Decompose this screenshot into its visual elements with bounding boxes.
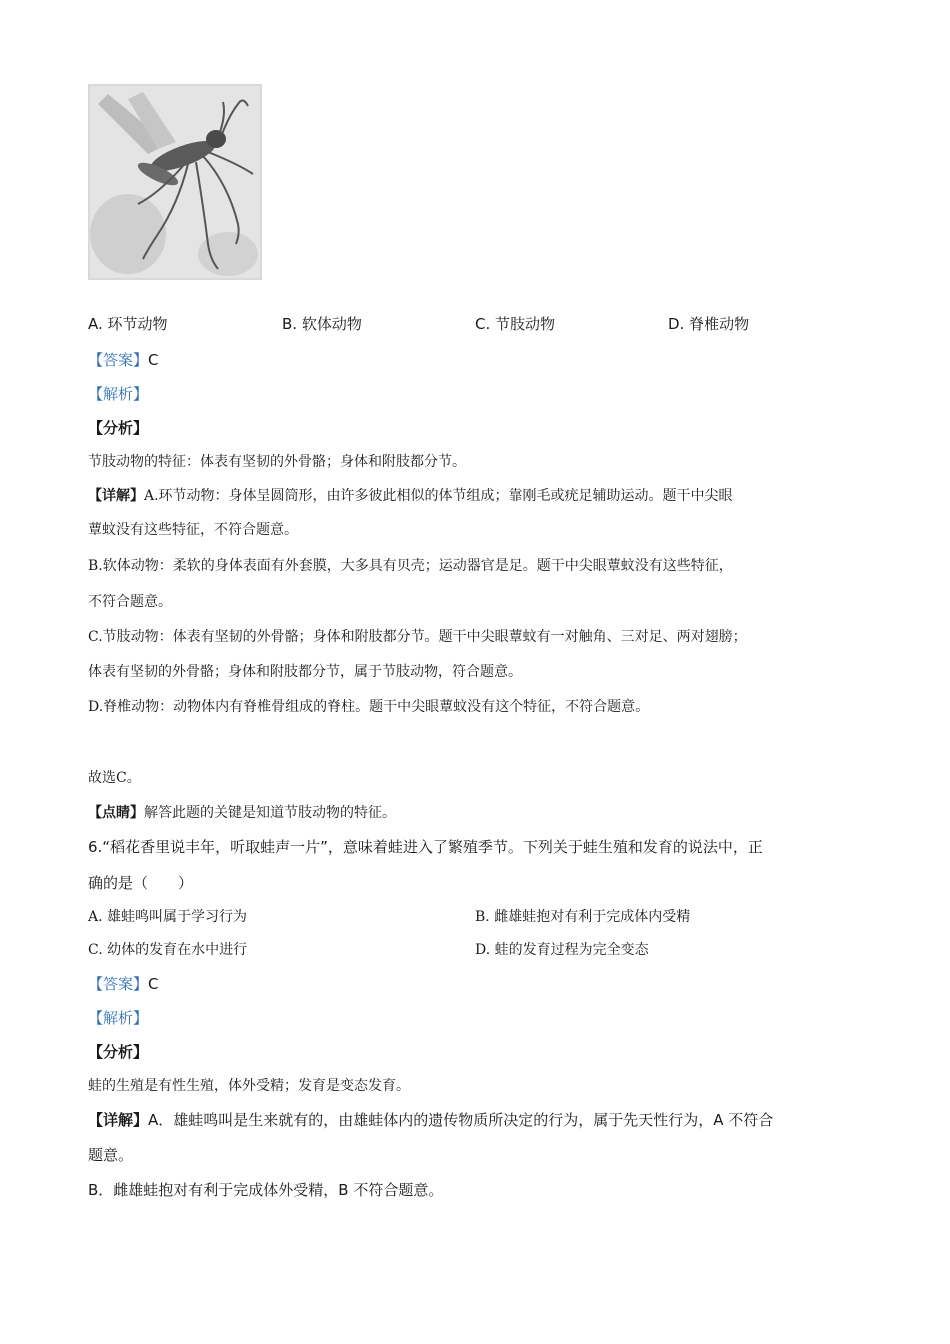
q6-detail-line1 bbox=[88, 1110, 773, 1130]
q5-option-d[interactable]: D. 脊椎动物 bbox=[668, 315, 750, 333]
q6-detail-line3: B．雌雄蛙抱对有利于完成体外受精，B 不符合题意。 bbox=[88, 1181, 444, 1199]
fenxi-tag: 【分析】 bbox=[88, 1043, 149, 1061]
detail-line: 体表有坚韧的外骨骼；身体和附肢都分节，属于节肢动物，符合题意。 bbox=[88, 664, 522, 680]
detail-line: B.软体动物：柔软的身体表面有外套膜，大多具有贝壳；运动器官是足。题干中尖眼蕈蚊没有这些特征， bbox=[88, 558, 733, 574]
q6-detail-line2: 题意。 bbox=[88, 1146, 134, 1164]
analysis-tag: 【解析】 bbox=[88, 1009, 149, 1027]
q6-option-d[interactable]: D. 蛙的发育过程为完全变态 bbox=[475, 942, 649, 958]
mosquito-figure bbox=[88, 84, 262, 280]
q6-option-b[interactable]: B. 雌雄蛙抱对有利于完成体内受精 bbox=[475, 909, 691, 925]
fenxi-tag: 【分析】 bbox=[88, 419, 149, 437]
answer-value: C bbox=[148, 351, 159, 369]
answer-tag: 【答案】 bbox=[88, 351, 149, 369]
q6-stem-line1: 6.“稻花香里说丰年，听取蛙声一片”，意味着蛙进入了繁殖季节。下列关于蛙生殖和发育的说法中，正 bbox=[88, 838, 763, 856]
conclusion: 故选C。 bbox=[88, 770, 141, 786]
fenxi-text: 节肢动物的特征：体表有坚韧的外骨骼；身体和附肢都分节。 bbox=[88, 454, 466, 470]
detail-tag: 【详解】 bbox=[88, 488, 144, 504]
analysis-tag: 【解析】 bbox=[88, 385, 149, 403]
q6-stem-line2: 确的是（ ） bbox=[88, 874, 194, 892]
dianjing-line bbox=[88, 803, 396, 823]
q6-answer-line bbox=[88, 974, 159, 994]
detail-tag: 【详解】 bbox=[88, 1111, 149, 1129]
fenxi-text: 蛙的生殖是有性生殖，体外受精；发育是变态发育。 bbox=[88, 1078, 410, 1094]
detail-text: A.环节动物：身体呈圆筒形，由许多彼此相似的体节组成；靠刚毛或疣足辅助运动。题干中尖眼 bbox=[144, 488, 733, 504]
q5-option-b[interactable]: B. 软体动物 bbox=[282, 315, 362, 333]
q6-option-c[interactable]: C. 幼体的发育在水中进行 bbox=[88, 942, 248, 958]
q5-answer-line bbox=[88, 350, 159, 370]
q5-option-a[interactable]: A. 环节动物 bbox=[88, 315, 168, 333]
q6-option-a[interactable]: A. 雄蛙鸣叫属于学习行为 bbox=[88, 909, 248, 925]
dianjing-tag: 【点睛】 bbox=[88, 805, 144, 821]
detail-line: 蕈蚊没有这些特征，不符合题意。 bbox=[88, 522, 298, 538]
answer-tag: 【答案】 bbox=[88, 975, 149, 993]
detail-line: 不符合题意。 bbox=[88, 594, 172, 610]
dianjing-text: 解答此题的关键是知道节肢动物的特征。 bbox=[144, 805, 396, 821]
detail-line: D.脊椎动物：动物体内有脊椎骨组成的脊柱。题干中尖眼蕈蚊没有这个特征，不符合题意。 bbox=[88, 699, 650, 715]
detail-line-a bbox=[88, 486, 733, 506]
detail-line: C.节肢动物：体表有坚韧的外骨骼；身体和附肢都分节。题干中尖眼蕈蚊有一对触角、三对足、两对翅膀； bbox=[88, 629, 747, 645]
q5-option-c[interactable]: C. 节肢动物 bbox=[475, 315, 556, 333]
detail-text: A．雄蛙鸣叫是生来就有的，由雄蛙体内的遗传物质所决定的行为，属于先天性行为，A 不符合 bbox=[148, 1111, 774, 1129]
answer-value: C bbox=[148, 975, 159, 993]
